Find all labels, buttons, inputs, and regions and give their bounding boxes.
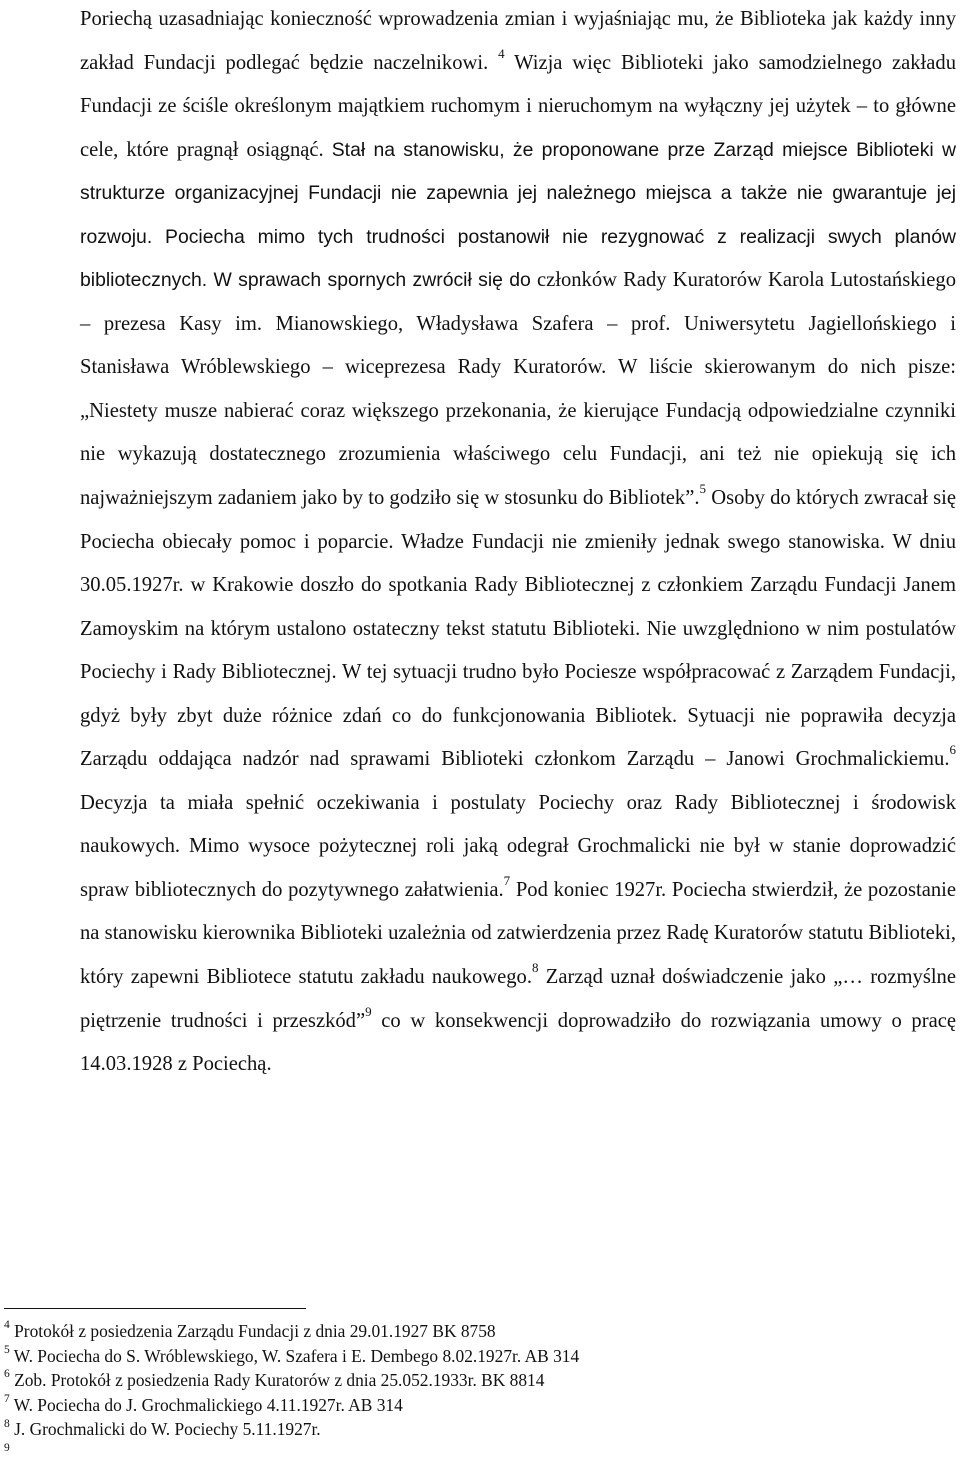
footnote-number: 5 — [4, 1343, 10, 1356]
sentence-termination: co w konsekwencji doprowadziło do rozwiązania umowy o pracę 14.03.1928 z Pociechą. — [80, 1009, 956, 1076]
sentence-opening: Poriechą uzasadniając konieczność wprowadzenia zmian i wyjaśniając mu, że Biblioteka jak każdy inny zakład Fundacji podlegać będzie naczelnikowi. — [80, 8, 956, 74]
footnotes-section — [4, 1319, 904, 1467]
footnote-4 — [4, 1319, 904, 1344]
footnote-text: W. Pociecha do S. Wróblewskiego, W. Szafera i E. Dembego 8.02.1927r. AB 314 — [13, 1345, 580, 1366]
sentence-late-1927: Pod koniec 1927r. Pociecha stwierdził, że pozostanie na stanowisku kierownika Biblioteki uzależnia od zatwierdzenia przez Radę Kuratorów statutu Biblioteki, który zapewni Bibliotece statutu zakładu naukowego. — [80, 878, 956, 989]
sentence-decision: Decyzja ta miała spełnić oczekiwania i postulaty Pociechy oraz Rady Bibliotecznej i środowisk naukowych. Mimo wysoce pożytecznej roli jaką odegrał Grochmalicki nie był w stanie doprowadzić spraw bibliotecznych do pozytywnego załatwienia. — [80, 791, 956, 901]
footnote-5 — [4, 1344, 904, 1369]
body-paragraph — [80, 0, 956, 1087]
footnote-7 — [4, 1393, 904, 1418]
footnote-number: 7 — [4, 1392, 10, 1405]
sentence-meeting: Osoby do których zwracał się Pociecha obiecały pomoc i poparcie. Władze Fundacji nie zmieniły jednak swego stanowiska. W dniu 30.05.1927r. w Krakowie doszło do spotkania Rady Bibliotecznej z członkiem Zarządu Fundacji Janem Zamoyskim na którym ustalono ostateczny tekst statutu Biblioteki. Nie uwzględniono w nim postulatów Pociechy i Rady Bibliotecznej. W tej sytuacji trudno było Pociesze współpracować z Zarządem Fundacji, gdyż były zbyt duże różnice zdań co do funkcjonowania Bibliotek. Sytuacji nie poprawiła decyzja Zarządu oddająca nadzór nad sprawami Biblioteki członkom Zarządu – Janowi Grochmalickiemu. — [80, 487, 957, 771]
footnote-text: Protokół z posiedzenia Zarządu Fundacji z dnia 29.01.1927 BK 8758 — [14, 1321, 496, 1341]
sentence-board-opinion: Zarząd uznał doświadczenie jako „… rozmyślne piętrzenie trudności i przeszkód” — [80, 966, 956, 1032]
footnote-ref-7[interactable]: 7 — [503, 873, 511, 889]
footnote-ref-6[interactable]: 6 — [949, 742, 956, 758]
sentence-council-letter: członków Rady Kuratorów Karola Lutostańskiego – prezesa Kasy im. Mianowskiego, Władysława Szafera – prof. Uniwersytetu Jagiellońskiego i Stanisława Wróblewskiego – wiceprezesa Rady Kuratorów. W liście skierowanym do nich pisze: „Niestety musze nabierać coraz większego przekonania, że kierujące Fundacją odpowiedzialne czynniki nie wykazują dostatecznego zrozumienia właściwego celu Fundacji, ani też nie opiekują się ich najważniejszym zadaniem jako by to godziło się w stosunku do Bibliotek”. — [80, 269, 956, 510]
footnote-8 — [4, 1417, 904, 1442]
footnote-6 — [4, 1368, 904, 1393]
footnote-9 — [4, 1442, 904, 1467]
footnote-text: J. Grochmalicki do W. Pociechy 5.11.1927r. — [14, 1419, 321, 1440]
footnote-ref-4[interactable]: 4 — [498, 45, 505, 61]
footnote-number: 9 — [4, 1442, 10, 1455]
sentence-library-vision: Wizja więc Biblioteki jako samodzielnego zakładu Fundacji ze ściśle określonym majątkiem ruchomym i nieruchomym na wyłączny jej użytek – to główne cele, które pragnął osiągnąć. — [80, 51, 957, 161]
footnote-separator — [4, 1308, 306, 1309]
footnote-ref-8[interactable]: 8 — [532, 960, 539, 976]
footnote-number: 4 — [4, 1319, 10, 1332]
footnote-ref-5[interactable]: 5 — [699, 481, 707, 497]
footnote-number: 6 — [4, 1368, 10, 1381]
footnote-number: 8 — [4, 1417, 10, 1430]
document-page — [80, 0, 956, 1089]
footnote-text: Zob. Protokół z posiedzenia Rady Kuratorów z dnia 25.052.1933r. BK 8814 — [14, 1370, 545, 1391]
sentence-position-sans: Stał na stanowisku, że proponowane prze Zarząd miejsce Biblioteki w strukturze organizacyjnej Fundacji nie zapewnia jej należnego miejsca a także nie gwarantuje jej rozwoju. Pociecha mimo tych trudności postanowił nie rezygnować z realizacji swych planów bibliotecznych. W sprawach spornych zwrócił się do — [80, 138, 956, 292]
footnote-text: W. Pociecha do J. Grochmalickiego 4.11.1927r. AB 314 — [13, 1394, 403, 1415]
footnote-ref-9[interactable]: 9 — [365, 1003, 372, 1019]
